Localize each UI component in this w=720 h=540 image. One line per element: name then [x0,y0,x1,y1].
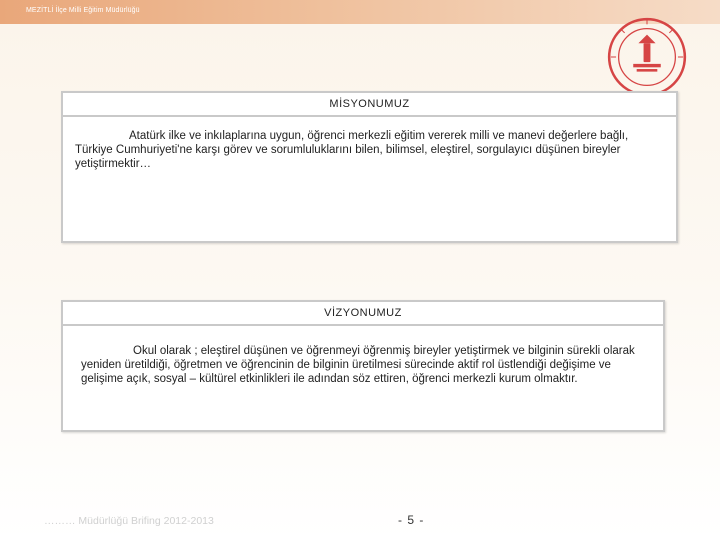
footer-text: ……… Müdürlüğü Brifing 2012-2013 [44,515,214,527]
vision-box [61,300,665,432]
page-number: - 5 - [398,513,425,527]
mission-box [61,91,678,243]
vision-title: VİZYONUMUZ [63,302,663,326]
meb-emblem-logo [604,14,690,100]
mission-title: MİSYONUMUZ [63,93,676,117]
header-title: MEZİTLİ İlçe Milli Eğitim Müdürlüğü [26,7,140,14]
vision-text: Okul olarak ; eleştirel düşünen ve öğrenmeyi öğrenmiş bireyler yetiştirmek ve bilginin sürekli olarak yeniden üretildiği, öğretmen ve öğrencinin de bilginin üretilmesi sürecinde aktif rol üstlendiği değişime ve gelişime açık, sosyal – kültürel etkinlikleri ile adından söz ettiren, öğrenci merkezli kurum olmaktır. [81,345,635,385]
mission-text: Atatürk ilke ve inkılaplarına uygun, öğrenci merkezli eğitim vererek milli ve manevi değerlere bağlı, Türkiye Cumhuriyeti'ne karşı görev ve sorumluluklarını bilen, bilimsel, eleştirel, sorgulayıcı düşünen bireyler yetiştirmektir… [75,130,629,170]
